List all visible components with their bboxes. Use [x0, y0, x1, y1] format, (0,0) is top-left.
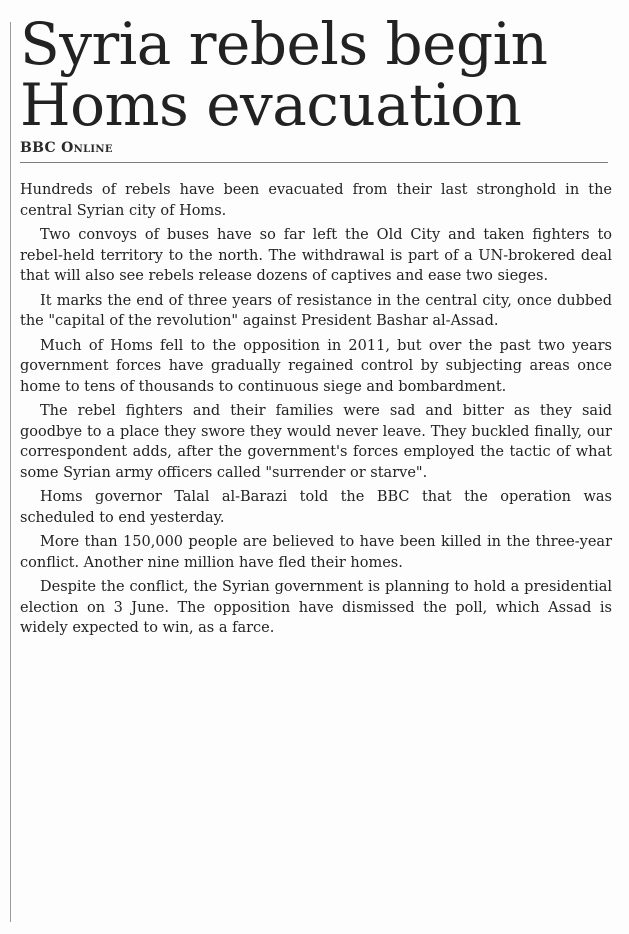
article [20, 10, 612, 643]
article-body [20, 180, 612, 639]
paragraph-3: It marks the end of three years of resistance in the central city, once dubbed the "capital of the revolution" against President Bashar al-Assad. [20, 292, 612, 329]
paragraph-8: Despite the conflict, the Syrian government is planning to hold a presidential election on 3 June. The opposition have dismissed the poll, which Assad is widely expected to win, as a farce. [20, 579, 612, 636]
paragraph-5: The rebel fighters and their families were sad and bitter as they said goodbye to a place they swore they would never leave. They buckled finally, our correspondent adds, after the government's forces employed the tactic of what some Syrian army officers called "surrender or starve". [20, 403, 612, 481]
column-divider [10, 22, 11, 922]
paragraph-4: Much of Homs fell to the opposition in 2011, but over the past two years government forces have gradually regained control by subjecting areas once home to tens of thousands to continuous siege and bombardment. [20, 337, 612, 395]
headline: Syria rebels begin Homs evacuation [20, 10, 548, 139]
byline: BBC Online [20, 140, 113, 156]
paragraph-2: Two convoys of buses have so far left the Old City and taken fighters to rebel-held territory to the north. The withdrawal is part of a UN-brokered deal that will also see rebels release dozens of captives and ease two sieges. [20, 227, 612, 284]
paragraph-6: Homs governor Talal al-Barazi told the BBC that the operation was scheduled to end yesterday. [20, 489, 612, 526]
byline-divider [20, 162, 608, 163]
paragraph-7: More than 150,000 people are believed to have been killed in the three-year conflict. Another nine million have fled their homes. [20, 534, 612, 571]
paragraph-1: Hundreds of rebels have been evacuated from their last stronghold in the central Syrian city of Homs. [20, 182, 612, 219]
